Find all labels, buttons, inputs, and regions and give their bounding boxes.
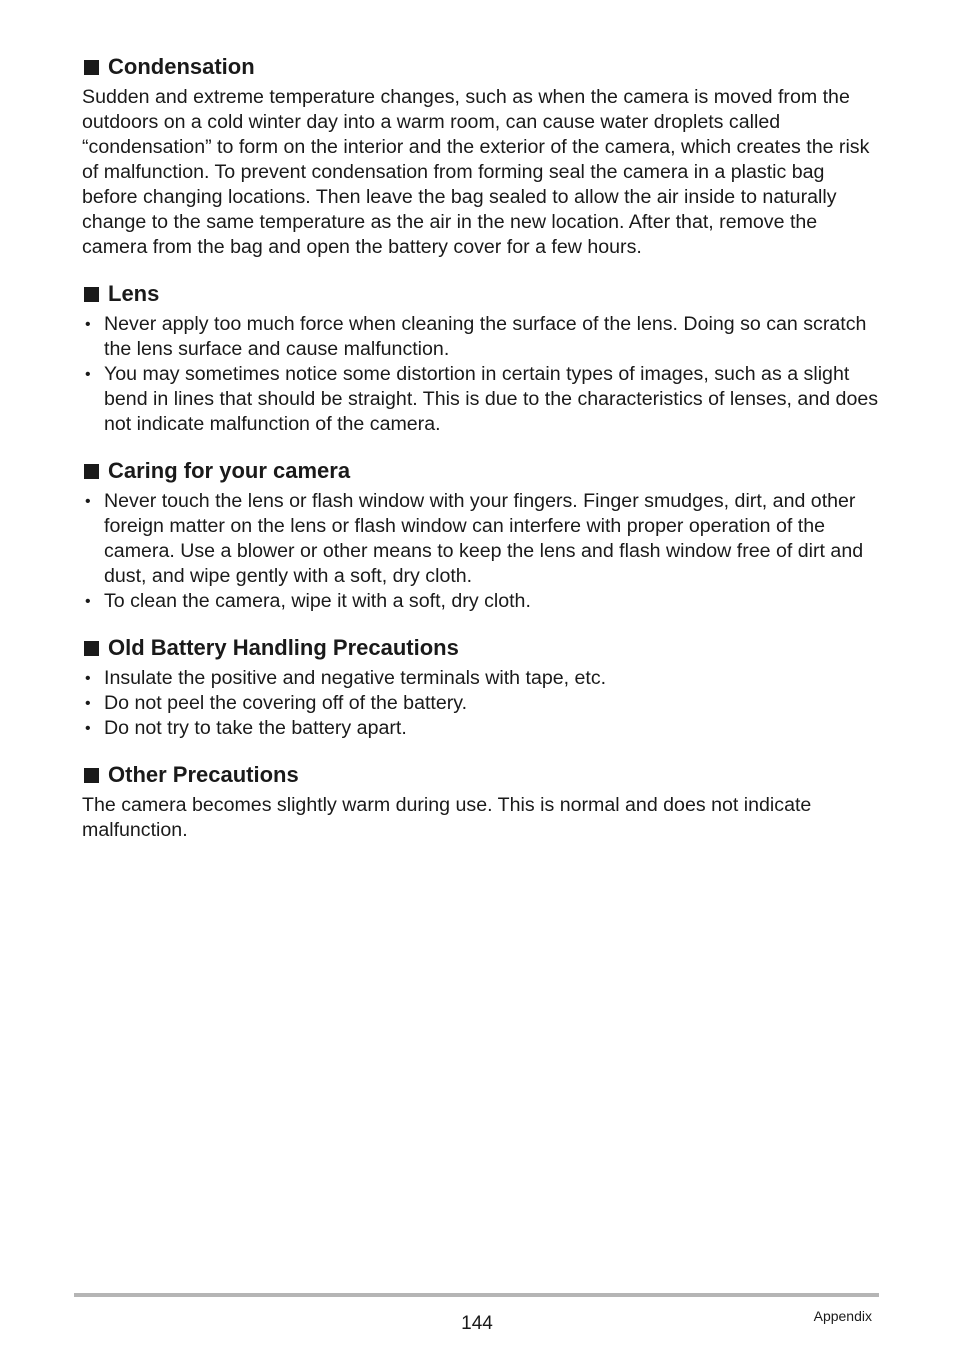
list-item: • Insulate the positive and negative terminals with tape, etc. xyxy=(85,667,607,689)
footer-divider xyxy=(74,1293,879,1297)
footer-section-label: Appendix xyxy=(813,1308,872,1324)
square-bullet-icon xyxy=(84,287,99,302)
section-heading xyxy=(82,760,882,790)
section-paragraph: Sudden and extreme temperature changes, such as when the camera is moved from the outdoors on a cold winter day into a warm room, can cause water droplets called “condensation” to form on the interior and the exterior of the camera, which creates the risk of malfunction. To prevent condensation from forming seal the camera in a plastic bag before changing locations. Then leave the bag sealed to allow the air inside to naturally change to the same temperature as the air in the new location. After that, remove the camera from the bag and open the battery cover for a few hours. xyxy=(82,86,870,258)
section-paragraph: The camera becomes slightly warm during use. This is normal and does not indicate malfunction. xyxy=(82,794,812,841)
bullet-dot-icon: • xyxy=(85,720,91,737)
section-heading-text: Lens xyxy=(108,281,160,306)
bullet-list xyxy=(82,489,882,614)
square-bullet-icon xyxy=(84,641,99,656)
section-old-battery xyxy=(82,633,882,741)
section-lens xyxy=(82,279,882,437)
list-item: • To clean the camera, wipe it with a soft, dry cloth. xyxy=(85,590,531,612)
square-bullet-icon xyxy=(84,464,99,479)
list-item: • Never apply too much force when cleaning the surface of the lens. Doing so can scratch the lens surface and cause malfunction. xyxy=(85,313,867,360)
bullet-list xyxy=(82,312,882,437)
bullet-dot-icon: • xyxy=(85,695,91,712)
bullet-dot-icon: • xyxy=(85,366,91,383)
section-heading xyxy=(82,279,882,309)
bullet-dot-icon: • xyxy=(85,593,91,610)
bullet-dot-icon: • xyxy=(85,316,91,333)
section-heading-text: Old Battery Handling Precautions xyxy=(108,635,459,660)
page-number: 144 xyxy=(461,1313,493,1334)
section-heading xyxy=(82,52,882,82)
list-item: • Never touch the lens or flash window with your fingers. Finger smudges, dirt, and other foreign matter on the lens or flash window can interfere with proper operation of the camera. Use a blower or other means to keep the lens and flash window free of dirt and dust, and wipe gently with a soft, dry cloth. xyxy=(85,490,864,587)
section-heading-text: Condensation xyxy=(108,54,255,79)
square-bullet-icon xyxy=(84,768,99,783)
bullet-dot-icon: • xyxy=(85,493,91,510)
bullet-list xyxy=(82,666,882,741)
section-caring xyxy=(82,456,882,614)
page-content xyxy=(82,52,882,862)
bullet-dot-icon: • xyxy=(85,670,91,687)
square-bullet-icon xyxy=(84,60,99,75)
list-item: • Do not try to take the battery apart. xyxy=(85,717,407,739)
section-condensation xyxy=(82,52,882,260)
section-heading-text: Other Precautions xyxy=(108,762,299,787)
section-other-precautions xyxy=(82,760,882,843)
section-heading-text: Caring for your camera xyxy=(108,458,351,483)
section-heading xyxy=(82,633,882,663)
section-heading xyxy=(82,456,882,486)
list-item: • Do not peel the covering off of the battery. xyxy=(85,692,468,714)
list-item: • You may sometimes notice some distortion in certain types of images, such as a slight bend in lines that should be straight. This is due to the characteristics of lenses, and does not indicate malfunction of the camera. xyxy=(85,363,879,435)
